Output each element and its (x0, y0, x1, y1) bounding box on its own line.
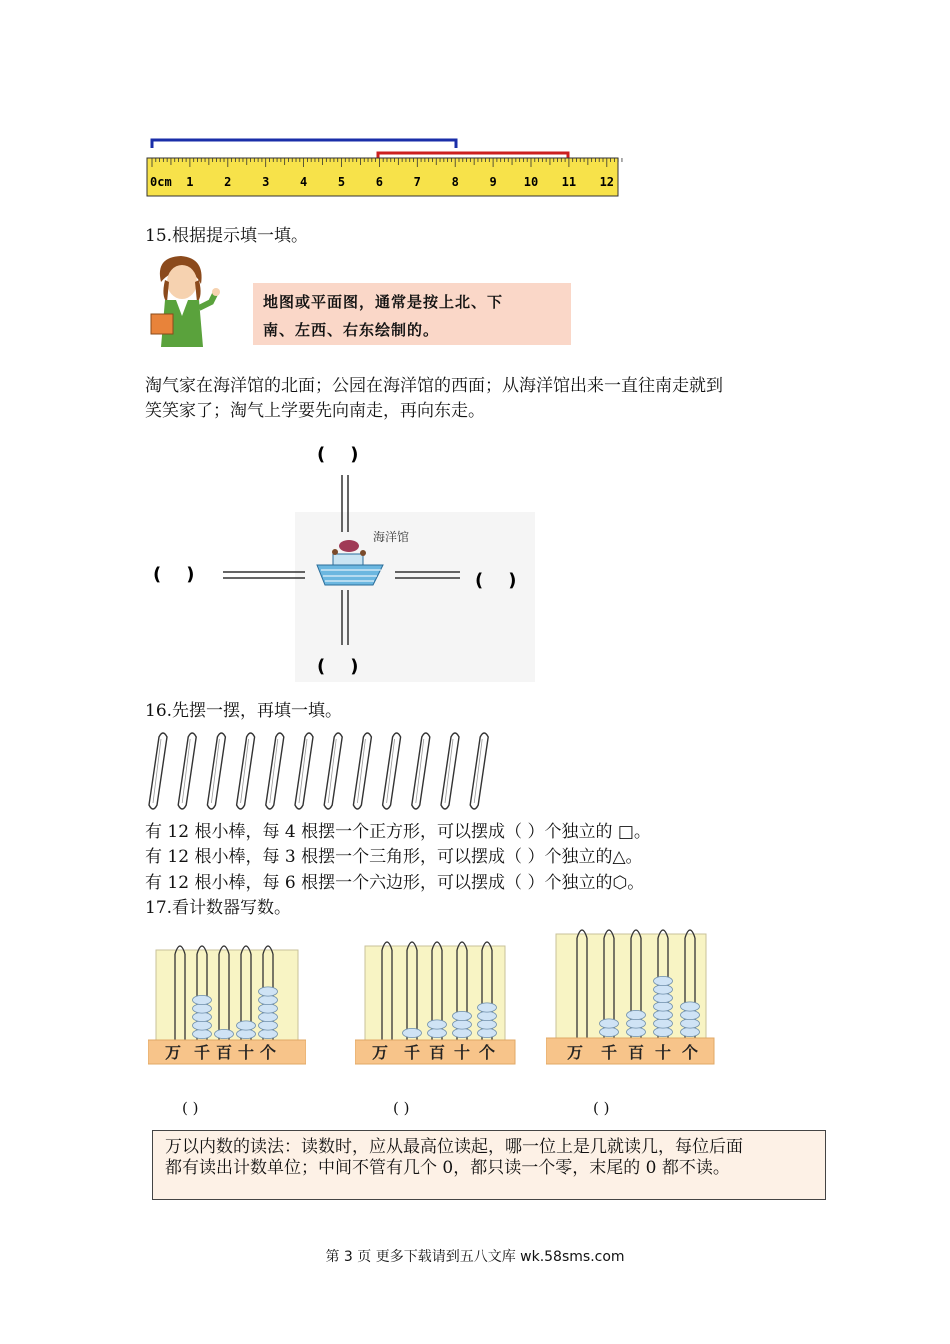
abacus-bead (259, 1021, 278, 1030)
story-line-1: 淘气家在海洋馆的北面；公园在海洋馆的西面；从海洋馆出来一直往南走就到 (145, 376, 723, 396)
abacus-bead (654, 1002, 673, 1011)
question-15-title: 15.根据提示填一填。 (145, 226, 309, 246)
abacus-place-label: 十 (453, 1043, 471, 1062)
direction-map (145, 440, 545, 690)
note-line-1: 万以内数的读法：读数时，应从最高位读起，哪一位上是几就读几，每位后面 (165, 1137, 743, 1157)
map-blank-east: ( ) (475, 570, 517, 591)
abacus-place-label: 百 (428, 1043, 446, 1062)
abacus-bead (259, 1029, 278, 1038)
ruler-number: 9 (489, 175, 497, 189)
map-center-label: 海洋馆 (373, 530, 410, 544)
abacus-bead (681, 1019, 700, 1028)
abacus-place-label: 个 (681, 1043, 699, 1062)
stick (207, 733, 225, 809)
abacus-2 (355, 930, 517, 1068)
abacus-place-label: 万 (371, 1043, 389, 1062)
stick (324, 733, 342, 809)
abacus-bead (193, 995, 212, 1004)
map-blank-north: ( ) (317, 444, 359, 465)
ruler-number: 11 (561, 175, 577, 189)
question-17-title: 17.看计数器写数。 (145, 898, 292, 918)
abacus-bead (600, 1027, 619, 1036)
teacher-illustration (143, 252, 221, 347)
abacus-bead (681, 1027, 700, 1036)
abacus-bead (237, 1029, 256, 1038)
abacus-bead (627, 1010, 646, 1019)
q16-line-1: 有 12 根小棒，每 4 根摆一个正方形，可以摆成（ ）个独立的 □。 (145, 822, 651, 842)
abacus-bead (478, 1028, 497, 1037)
ruler-number: 3 (262, 175, 270, 189)
abacus-place-label: 百 (215, 1043, 233, 1062)
stick (237, 733, 255, 809)
abacus-bead (193, 1029, 212, 1038)
abacus-bead (681, 1002, 700, 1011)
abacus-bead (654, 1010, 673, 1019)
abacus-bead (478, 1003, 497, 1012)
abacus-bead (193, 1012, 212, 1021)
ruler-number: 5 (337, 175, 346, 189)
ruler-number: 2 (224, 175, 232, 189)
abacus-place-label: 万 (164, 1043, 182, 1062)
abacus-bead (453, 1011, 472, 1020)
q16-line-2: 有 12 根小棒，每 3 根摆一个三角形，可以摆成（ ）个独立的△。 (145, 847, 643, 867)
abacus-bead (627, 1019, 646, 1028)
abacus-bead (428, 1028, 447, 1037)
abacus-place-label: 个 (478, 1043, 496, 1062)
story-line-2: 笑笑家了；淘气上学要先向南走，再向东走。 (145, 401, 485, 421)
abacus-bead (237, 1021, 256, 1030)
abacus-bead (453, 1020, 472, 1029)
abacus-place-label: 个 (259, 1043, 277, 1062)
abacus-bead (428, 1020, 447, 1029)
ruler-number: 1 (186, 175, 194, 189)
abacus-bead (654, 976, 673, 985)
abacus-bead (654, 1019, 673, 1028)
abacus-place-label: 千 (193, 1043, 211, 1062)
stick (441, 733, 459, 809)
abacus-bead (259, 987, 278, 996)
abacus-bead (453, 1028, 472, 1037)
abacus-bead (403, 1028, 422, 1037)
abacus-place-label: 万 (566, 1043, 584, 1062)
stick (149, 733, 167, 809)
abacus-bead (478, 1011, 497, 1020)
stick (178, 733, 196, 809)
stick (412, 733, 430, 809)
abacus-bead (478, 1020, 497, 1029)
stick (295, 733, 313, 809)
note-line-2: 都有读出计数单位；中间不管有几个 0，都只读一个零，末尾的 0 都不读。 (165, 1158, 730, 1178)
abacus-1-answer: ( ) (182, 1099, 199, 1117)
ruler-number: 7 (413, 175, 421, 189)
abacus-2-answer: ( ) (393, 1099, 410, 1117)
q16-line-3: 有 12 根小棒，每 6 根摆一个六边形，可以摆成（ ）个独立的⬡。 (145, 873, 645, 893)
ruler-number: 10 (523, 175, 539, 189)
abacus-3-answer: ( ) (593, 1099, 610, 1117)
abacus-bead (259, 1004, 278, 1013)
abacus-bead (654, 1027, 673, 1036)
question-16-title: 16.先摆一摆，再填一填。 (145, 701, 343, 721)
abacus-place-label: 十 (654, 1043, 672, 1062)
abacus-bead (654, 993, 673, 1002)
abacus-bead (681, 1010, 700, 1019)
reading-rule-note (152, 1130, 826, 1200)
blue-bracket (152, 140, 456, 148)
sticks-figure (145, 727, 505, 817)
stick (266, 733, 284, 809)
abacus-place-label: 千 (600, 1043, 618, 1062)
abacus-bead (215, 1029, 234, 1038)
stick (470, 733, 488, 809)
abacus-3 (546, 922, 716, 1068)
ruler-number: 6 (375, 175, 384, 189)
stick (383, 733, 401, 809)
ruler-number: 8 (451, 175, 459, 189)
abacus-bead (193, 1004, 212, 1013)
ruler-number: 4 (299, 175, 308, 189)
abacus-place-label: 千 (403, 1043, 421, 1062)
ruler-unit-label: 0cm (150, 175, 172, 189)
hint-line-1: 地图或平面图，通常是按上北、下 (263, 293, 504, 311)
map-blank-west: ( ) (153, 564, 195, 585)
abacus-bead (654, 985, 673, 994)
ruler-number: 12 (599, 175, 615, 189)
stick (353, 733, 371, 809)
abacus-place-label: 十 (237, 1043, 255, 1062)
abacus-bead (193, 1021, 212, 1030)
map-blank-south: ( ) (317, 656, 359, 677)
abacus-place-label: 百 (627, 1043, 645, 1062)
abacus-bead (627, 1027, 646, 1036)
abacus-1 (148, 932, 306, 1067)
abacus-bead (600, 1019, 619, 1028)
page-footer: 第 3 页 更多下载请到五八文库 wk.58sms.com (325, 1249, 625, 1265)
hint-line-2: 南、左西、右东绘制的。 (263, 321, 440, 339)
abacus-bead (259, 995, 278, 1004)
red-bracket (378, 153, 568, 158)
abacus-bead (259, 1012, 278, 1021)
ruler-figure (140, 128, 625, 203)
